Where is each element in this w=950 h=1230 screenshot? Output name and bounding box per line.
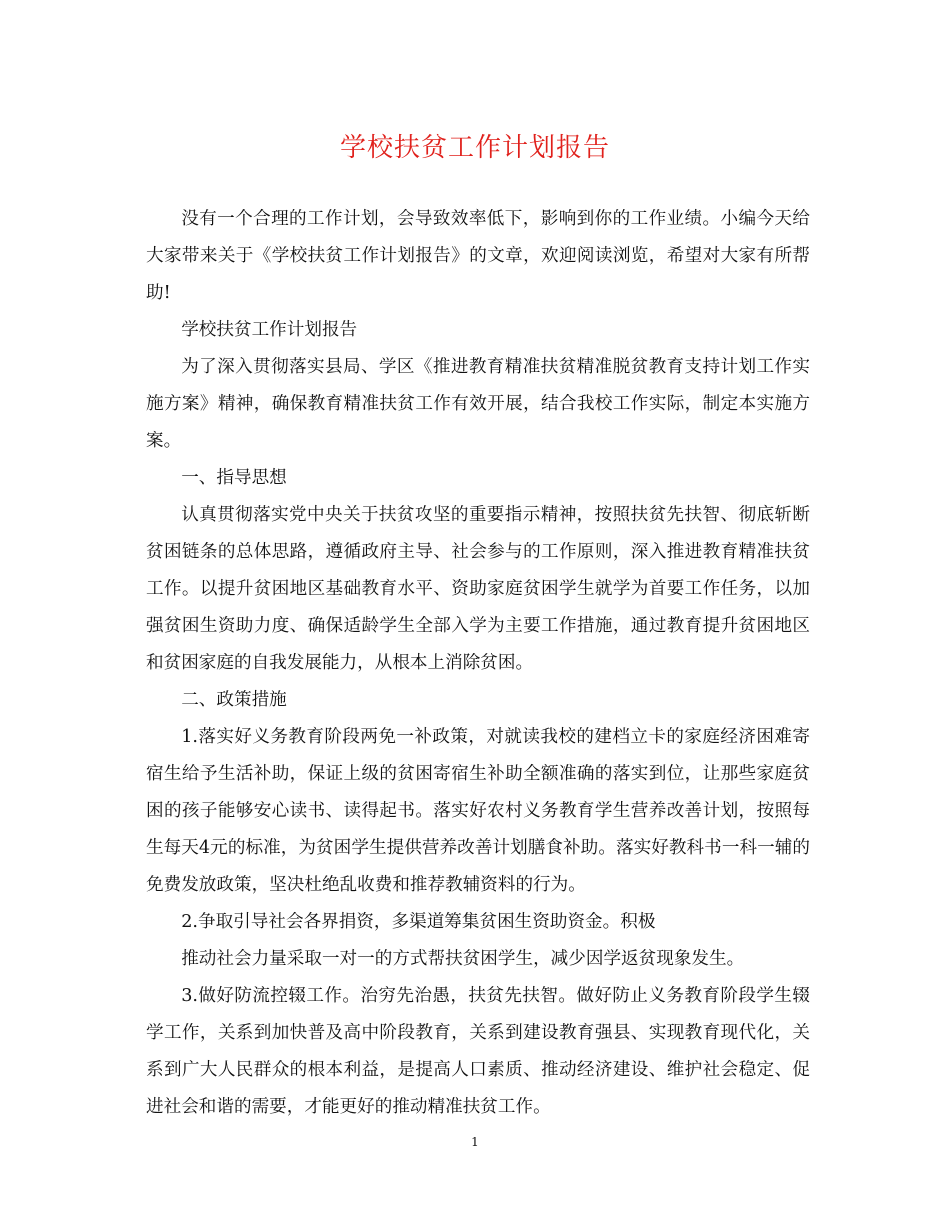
policy-item-2-continued: 推动社会力量采取一对一的方式帮扶贫困学生，减少因学返贫现象发生。 (181, 949, 745, 969)
section-heading-guiding-thought: 一、指导思想 (181, 468, 287, 488)
section-heading-policy-measures: 二、政策措施 (181, 690, 287, 710)
document-body (146, 201, 810, 1126)
document-title: 学校扶贫工作计划报告 (339, 133, 610, 163)
policy-item-3: 3.做好防流控辍工作。治穷先治愚，扶贫先扶智。做好防止义务教育阶段学生辍学工作，关系到加快普及高中阶段教育，关系到建设教育强县、实现教育现代化，关系到广大人民群众的根本利益，是提高人口素质、推动经济建设、维护社会稳定、促进社会和谐的需要，才能更好的推动精准扶贫工作。 (146, 986, 810, 1117)
report-heading: 学校扶贫工作计划报告 (181, 320, 358, 340)
guiding-thought-paragraph: 认真贯彻落实党中央关于扶贫攻坚的重要指示精神，按照扶贫先扶智、彻底斩断贫困链条的总体思路，遵循政府主导、社会参与的工作原则，深入推进教育精准扶贫工作。以提升贫困地区基础教育水平、资助家庭贫困学生就学为首要工作任务，以加强贫困生资助力度、确保适龄学生全部入学为主要工作措施，通过教育提升贫困地区和贫困家庭的自我发展能力，从根本上消除贫困。 (146, 505, 810, 673)
policy-item-1: 1.落实好义务教育阶段两免一补政策，对就读我校的建档立卡的家庭经济困难寄宿生给予生活补助，保证上级的贫困寄宿生补助全额准确的落实到位，让那些家庭贫困的孩子能够安心读书、读得起书。落实好农村义务教育学生营养改善计划，按照每生每天4元的标准，为贫困学生提供营养改善计划膳食补助。落实好教科书一科一辅的免费发放政策，坚决杜绝乱收费和推荐教辅资料的行为。 (146, 727, 810, 895)
policy-item-2: 2.争取引导社会各界捐资，多渠道筹集贫困生资助资金。积极 (181, 912, 656, 932)
intro-paragraph: 没有一个合理的工作计划，会导致效率低下，影响到你的工作业绩。小编今天给大家带来关于《学校扶贫工作计划报告》的文章，欢迎阅读浏览，希望对大家有所帮助! (146, 209, 810, 303)
page-number: 1 (471, 1135, 479, 1149)
purpose-paragraph: 为了深入贯彻落实县局、学区《推进教育精准扶贫精准脱贫教育支持计划工作实施方案》精神，确保教育精准扶贫工作有效开展，结合我校工作实际，制定本实施方案。 (146, 357, 810, 451)
